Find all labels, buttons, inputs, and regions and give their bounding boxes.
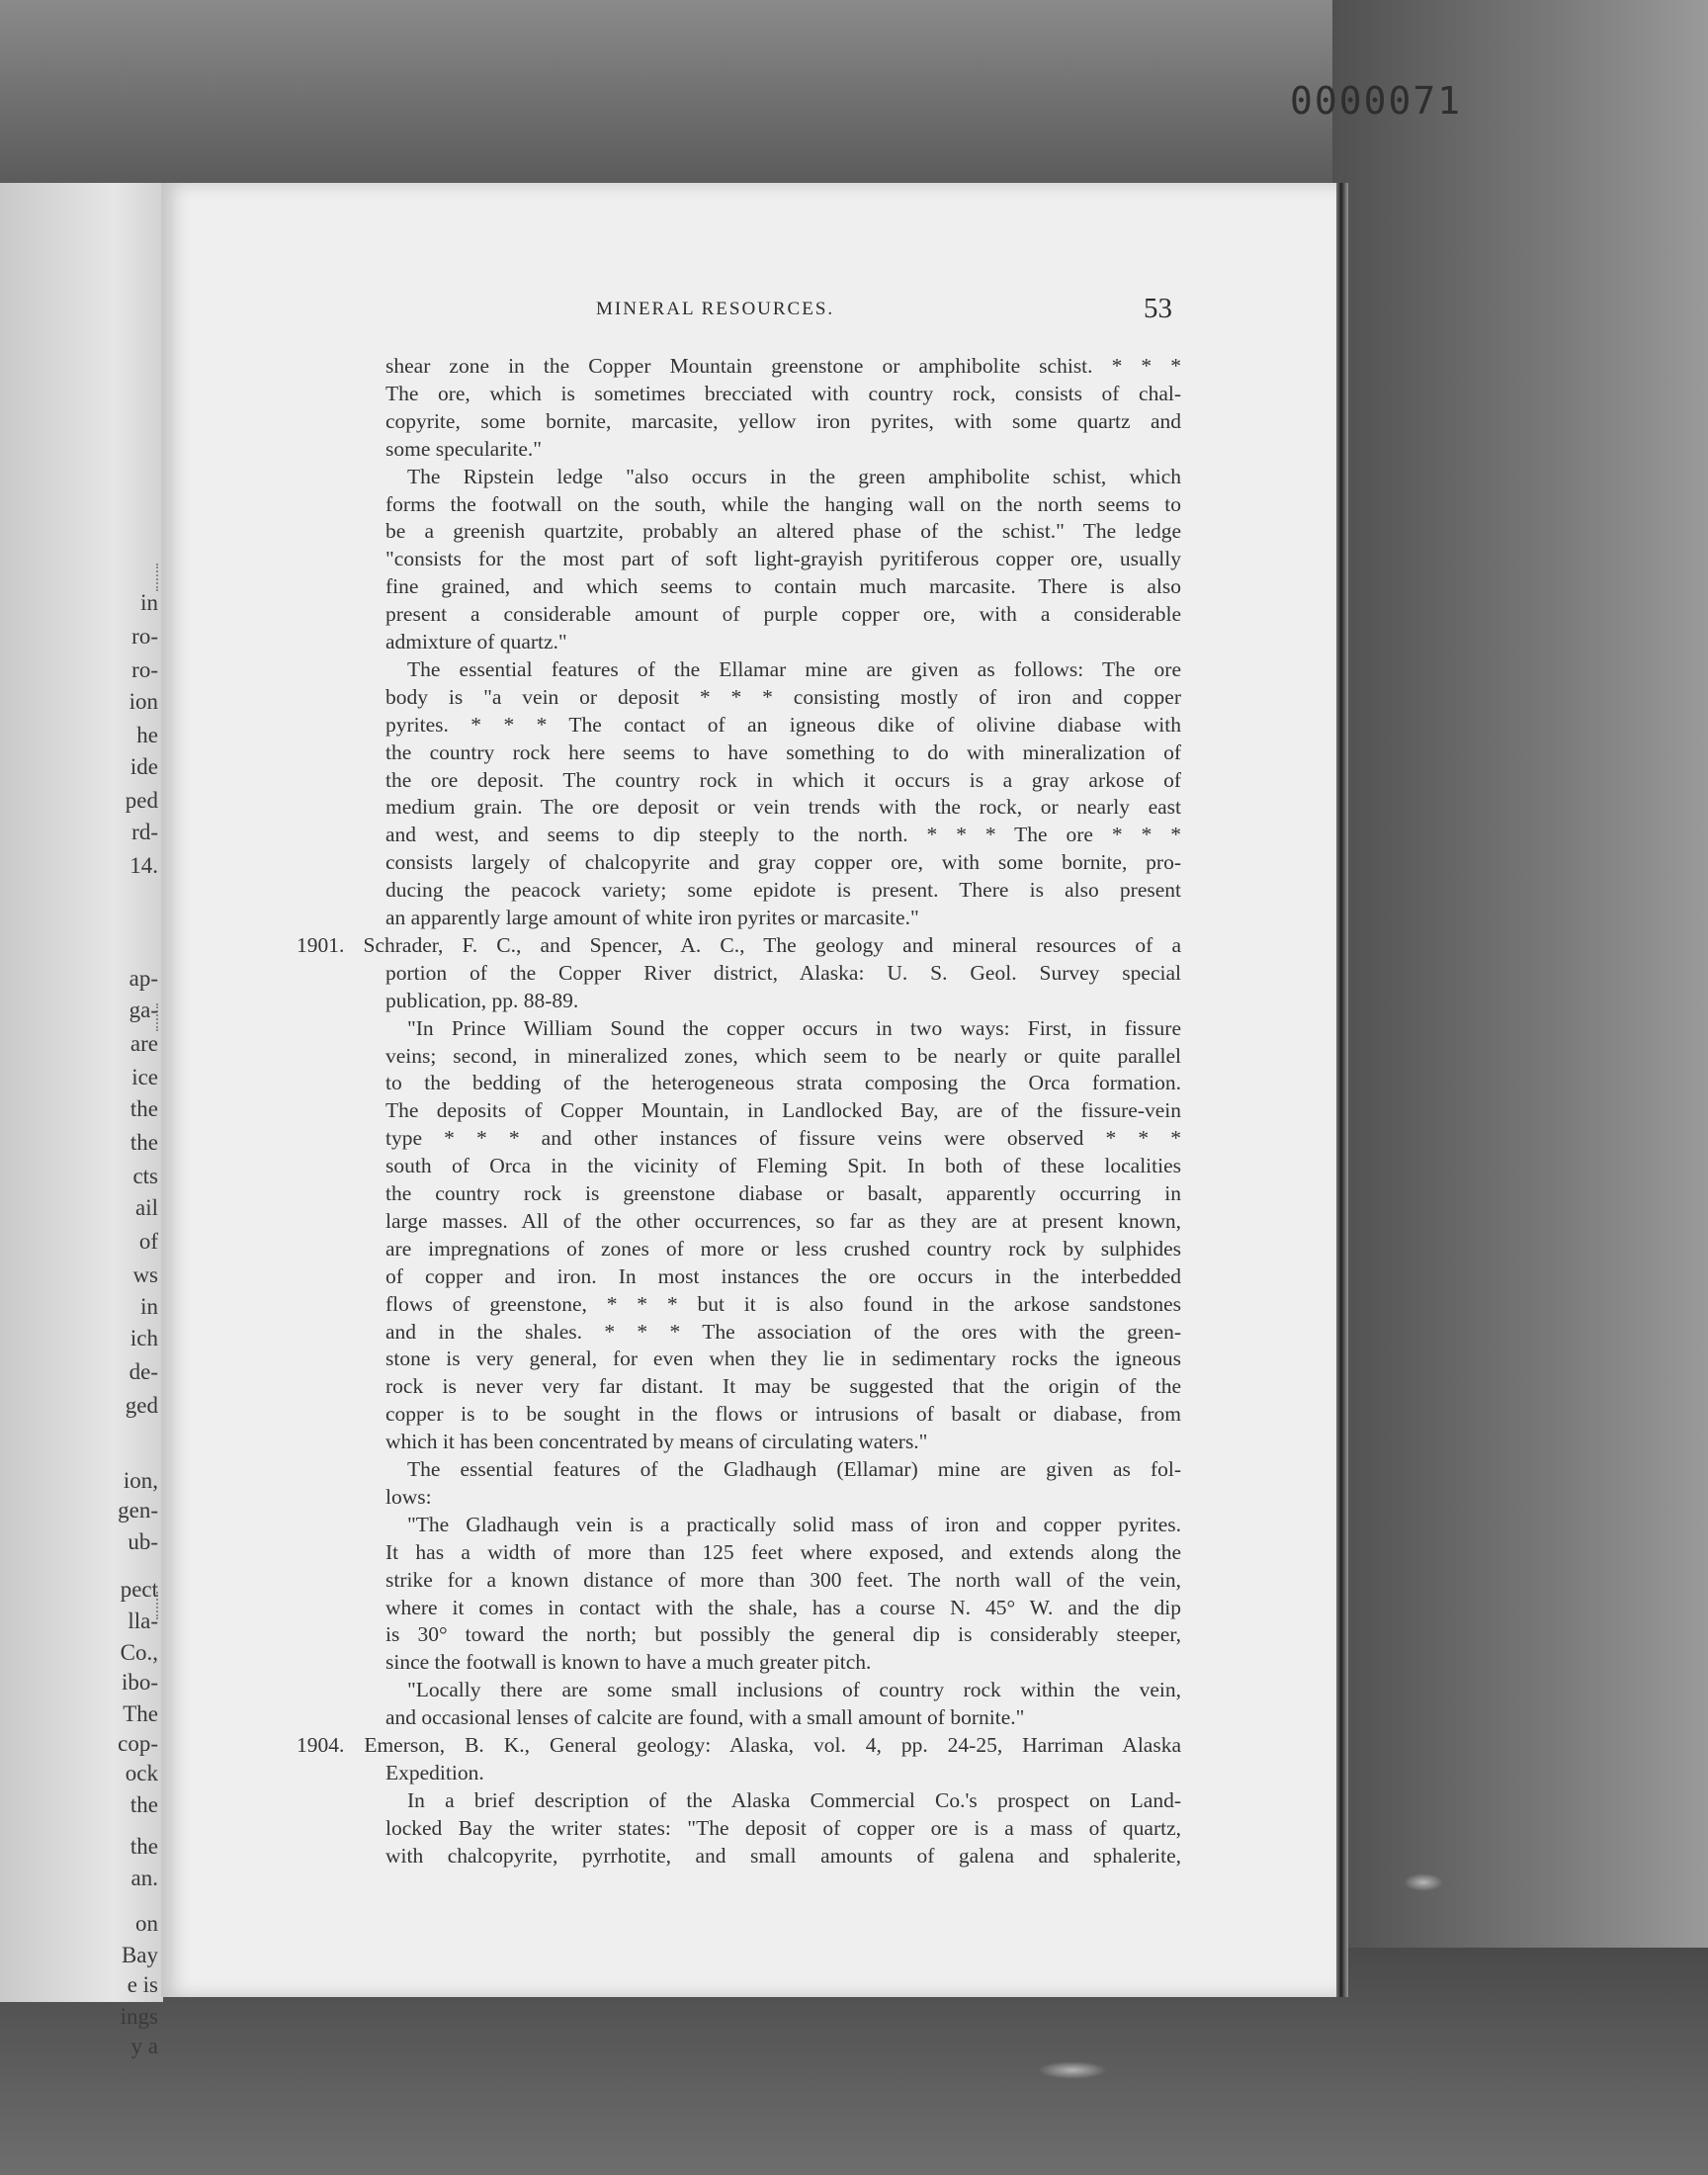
- facing-page-fragment: e is: [127, 1972, 158, 1997]
- body-text-line: the country rock is greenstone diabase or basalt, apparently occurring in: [385, 1181, 1181, 1205]
- facing-page-fragment: ock: [125, 1761, 158, 1785]
- bibliography-entry-line: 1904. Emerson, B. K., General geology: Alaska, vol. 4, pp. 24-25, Harriman Alaska: [297, 1733, 1181, 1757]
- spine-mark: [156, 1592, 168, 1619]
- body-text-line: fine grained, and which seems to contain much marcasite. There is also: [385, 574, 1181, 599]
- body-text-line: of copper and iron. In most instances the ore occurs in the interbedded: [385, 1263, 1181, 1288]
- facing-page-fragment: of: [138, 1229, 158, 1254]
- body-text-line: to the bedding of the heterogeneous strata composing the Orca formation.: [385, 1071, 1181, 1095]
- body-text-line: flows of greenstone, * * * but it is also found in the arkose sandstones: [385, 1291, 1181, 1316]
- body-text-line: copper is to be sought in the flows or intrusions of basalt or diabase, from: [385, 1402, 1181, 1427]
- facing-page-fragment: pect: [120, 1577, 158, 1602]
- body-text-line: "In Prince William Sound the copper occurs in two ways: First, in fissure: [407, 1015, 1181, 1040]
- body-text-line: and occasional lenses of calcite are found, with a small amount of bornite.": [385, 1705, 1025, 1730]
- body-text-line: be a greenish quartzite, probably an altered phase of the schist." The ledge: [385, 519, 1181, 544]
- body-text-line: lows:: [385, 1484, 432, 1509]
- facing-page-fragment: ga-: [128, 998, 158, 1022]
- running-head: MINERAL RESOURCES.: [596, 299, 835, 319]
- facing-page-fragment: The: [123, 1701, 158, 1726]
- facing-page-fragment: ro-: [131, 624, 158, 649]
- body-text-line: veins; second, in mineralized zones, which seem to be nearly or quite parallel: [385, 1043, 1181, 1068]
- body-text-line: type * * * and other instances of fissure veins were observed * * *: [385, 1126, 1181, 1151]
- facing-page-fragment: rd-: [131, 820, 158, 844]
- body-text-line: medium grain. The ore deposit or vein trends with the rock, or nearly east: [385, 795, 1181, 820]
- facing-page-fragment: in: [140, 1294, 158, 1319]
- body-text-line: ducing the peacock variety; some epidote is present. There is also present: [385, 878, 1181, 903]
- body-text-line: strike for a known distance of more than 300 feet. The north wall of the vein,: [385, 1567, 1181, 1592]
- body-text-line: The Ripstein ledge "also occurs in the green amphibolite schist, which: [407, 464, 1181, 488]
- body-text-line: In a brief description of the Alaska Commercial Co.'s prospect on Land-: [407, 1787, 1181, 1812]
- body-text-line: portion of the Copper River district, Alaska: U. S. Geol. Survey special: [385, 960, 1181, 985]
- body-text-line: "The Gladhaugh vein is a practically solid mass of iron and copper pyrites.: [407, 1512, 1181, 1536]
- body-text-line: large masses. All of the other occurrences, so far as they are at present known,: [385, 1208, 1181, 1233]
- facing-page-fragment: ich: [129, 1326, 158, 1350]
- scan-artifact: [1038, 2061, 1107, 2079]
- page-edge: [1336, 183, 1348, 1997]
- body-text-line: rock is never very far distant. It may be suggested that the origin of the: [385, 1374, 1181, 1399]
- facing-page-fragment: ibo-: [121, 1670, 158, 1695]
- facing-page-fragment: de-: [128, 1359, 158, 1384]
- body-text-line: the ore deposit. The country rock in which it occurs is a gray arkose of: [385, 767, 1181, 792]
- body-text-line: where it comes in contact with the shale, has a course N. 45° W. and the dip: [385, 1595, 1181, 1619]
- facing-page-fragment: cop-: [118, 1731, 158, 1756]
- facing-page-fragment: ped: [125, 788, 158, 813]
- body-text-line: stone is very general, for even when they lie in sedimentary rocks the igneous: [385, 1347, 1181, 1371]
- facing-page-fragment: ion: [128, 689, 158, 714]
- facing-page-fragment: on: [135, 1911, 158, 1936]
- facing-page-fragment: ap-: [128, 966, 158, 991]
- body-text-line: the country rock here seems to have something to do with mineralization of: [385, 740, 1181, 764]
- facing-page-fragment: ion,: [123, 1468, 158, 1493]
- facing-page-fragment: the: [129, 1792, 158, 1817]
- body-text-line: are impregnations of zones of more or less crushed country rock by sulphides: [385, 1236, 1181, 1261]
- facing-page-fragment: cts: [132, 1164, 158, 1188]
- body-text-line: body is "a vein or deposit * * * consisting mostly of iron and copper: [385, 684, 1181, 709]
- facing-page-fragment: lla-: [128, 1609, 158, 1633]
- page-number: 53: [1144, 293, 1172, 324]
- archive-id-stamp: 0000071: [1290, 79, 1463, 123]
- body-text-line: and west, and seems to dip steeply to the north. * * * The ore * * *: [385, 823, 1181, 847]
- body-text-line: and in the shales. * * * The association of the ores with the green-: [385, 1319, 1181, 1344]
- facing-page-fragment: y a: [130, 2034, 158, 2058]
- body-text-line: locked Bay the writer states: "The deposit of copper ore is a mass of quartz,: [385, 1815, 1181, 1840]
- body-text-line: south of Orca in the vicinity of Fleming Spit. In both of these localities: [385, 1154, 1181, 1178]
- facing-page-fragment: ub-: [128, 1529, 158, 1554]
- facing-page-fragment: ice: [131, 1065, 158, 1089]
- facing-page-fragment: the: [129, 1834, 158, 1859]
- body-text-line: admixture of quartz.": [385, 630, 567, 653]
- body-text-line: an apparently large amount of white iron pyrites or marcasite.": [385, 906, 919, 929]
- facing-page-fragment: 14.: [129, 853, 158, 878]
- facing-page-fragment: ged: [125, 1393, 158, 1418]
- body-text-line: copyrite, some bornite, marcasite, yellow iron pyrites, with some quartz and: [385, 408, 1181, 433]
- facing-page-fragment: Co.,: [120, 1640, 158, 1665]
- body-text-line: Expedition.: [385, 1760, 484, 1784]
- body-text-line: present a considerable amount of purple copper ore, with a considerable: [385, 602, 1181, 627]
- body-text-line: consists largely of chalcopyrite and gray copper ore, with some bornite, pro-: [385, 850, 1181, 875]
- body-text-line: "Locally there are some small inclusions of country rock within the vein,: [407, 1678, 1181, 1702]
- body-text-line: The ore, which is sometimes brecciated with country rock, consists of chal-: [385, 381, 1181, 405]
- facing-page-fragment: an.: [130, 1866, 158, 1890]
- facing-page-fragment: ail: [135, 1195, 158, 1220]
- facing-page-fragment: the: [129, 1130, 158, 1155]
- spine-mark: [156, 1003, 168, 1031]
- body-text-line: with chalcopyrite, pyrrhotite, and small amounts of galena and sphalerite,: [385, 1843, 1181, 1868]
- body-text-line: some specularite.": [385, 436, 543, 461]
- facing-page-fragment: are: [129, 1031, 158, 1056]
- body-text-line: "consists for the most part of soft light-grayish pyritiferous copper ore, usually: [385, 547, 1181, 571]
- facing-page-fragment: ings: [120, 2004, 158, 2029]
- facing-page-fragment: in: [140, 590, 158, 615]
- spine-mark: [156, 564, 168, 591]
- body-text-line: The essential features of the Gladhaugh (Ellamar) mine are given as fol-: [407, 1457, 1181, 1481]
- body-text-line: It has a width of more than 125 feet where exposed, and extends along the: [385, 1539, 1181, 1564]
- facing-page-fragment: ide: [129, 754, 158, 779]
- facing-page-fragment: Bay: [121, 1943, 158, 1967]
- body-text-line: The essential features of the Ellamar mine are given as follows: The ore: [407, 656, 1181, 681]
- body-text-line: since the footwall is known to have a much greater pitch.: [385, 1650, 872, 1675]
- body-text-line: pyrites. * * * The contact of an igneous dike of olivine diabase with: [385, 712, 1181, 737]
- facing-page: [0, 183, 163, 2058]
- facing-page-fragment: ro-: [131, 657, 158, 682]
- bibliography-entry-line: 1901. Schrader, F. C., and Spencer, A. C., The geology and mineral resources of a: [297, 932, 1181, 957]
- body-text-line: publication, pp. 88-89.: [385, 988, 579, 1012]
- body-text-line: The deposits of Copper Mountain, in Landlocked Bay, are of the fissure-vein: [385, 1098, 1181, 1123]
- body-text-line: is 30° toward the north; but possibly the general dip is considerably steeper,: [385, 1622, 1181, 1647]
- facing-page-fragment: he: [136, 723, 158, 747]
- scan-artifact: [1404, 1873, 1443, 1891]
- facing-page-fragment: the: [129, 1096, 158, 1121]
- body-text-line: forms the footwall on the south, while the hanging wall on the north seems to: [385, 491, 1181, 516]
- body-text-line: shear zone in the Copper Mountain greenstone or amphibolite schist. * * *: [385, 354, 1181, 378]
- body-text-line: which it has been concentrated by means of circulating waters.": [385, 1430, 928, 1454]
- facing-page-fragment: ws: [132, 1262, 158, 1287]
- scan-right-shadow: [1332, 0, 1708, 2175]
- facing-page-fragment: gen-: [118, 1498, 158, 1522]
